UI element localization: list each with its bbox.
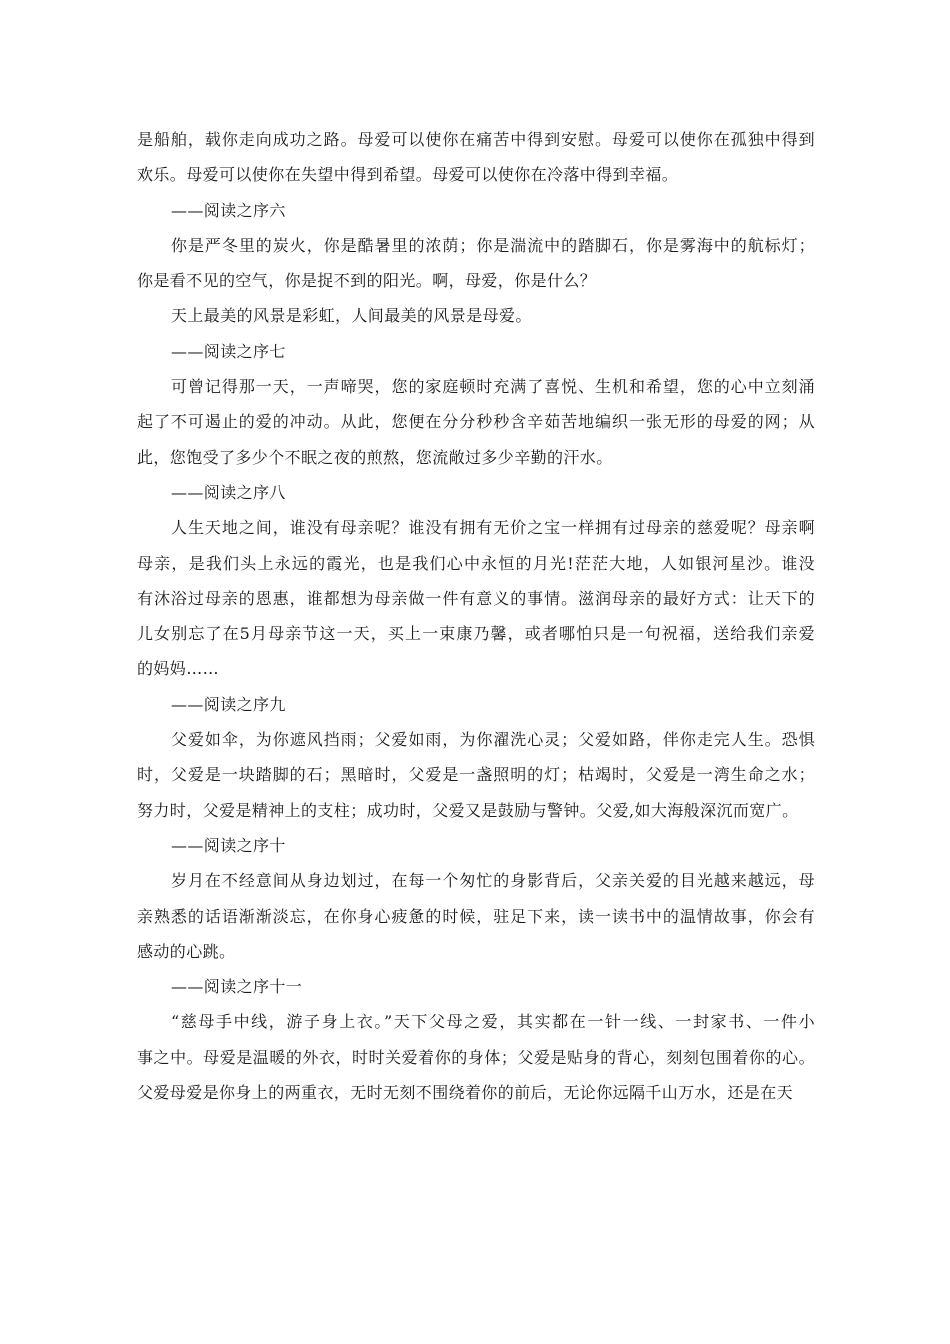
section-heading: ——阅读之序九 [171, 694, 286, 714]
paragraph [137, 122, 815, 193]
text-line: 母亲，是我们头上永远的霞光，也是我们心中永恒的月光!茫茫大地，人如银河星沙。谁没 [137, 553, 815, 573]
text-line: 你是看不见的空气，你是捉不到的阳光。啊，母爱，你是什么？ [137, 271, 597, 291]
paragraph [137, 510, 815, 686]
text-line: 岁月在不经意间从身边划过，在每一个匆忙的身影背后，父亲关爱的目光越来越远，母 [171, 871, 815, 891]
text-line: 有沐浴过母亲的恩惠，谁都想为母亲做一件有意义的事情。滋润母亲的最好方式：让天下的 [137, 588, 815, 608]
paragraph [137, 722, 815, 828]
text-line: 儿女别忘了在5月母亲节这一天，买上一束康乃馨，或者哪怕只是一句祝福，送给我们亲爱 [137, 624, 815, 644]
text-line: 父爱如伞，为你遮风挡雨；父爱如雨，为你濯洗心灵；父爱如路，伴你走完人生。恐惧 [171, 730, 815, 750]
paragraph [137, 298, 815, 333]
text-line: 亲熟悉的话语渐渐淡忘，在你身心疲惫的时候，驻足下来，读一读书中的温情故事，你会有 [137, 906, 815, 926]
section-heading: ——阅读之序六 [171, 200, 286, 220]
text-line: 天上最美的风景是彩虹，人间最美的风景是母爱。 [171, 306, 532, 326]
text-line: 的妈妈…… [137, 659, 220, 679]
text-line: 此，您饱受了多少个不眠之夜的煎熬，您流敞过多少辛勤的汗水。 [137, 447, 613, 467]
text-line: 人生天地之间，谁没有母亲呢？谁没有拥有无价之宝一样拥有过母亲的慈爱呢？母亲啊 [171, 518, 815, 538]
text-line: 努力时，父爱是精神上的支柱；成功时，父爱又是鼓励与警钟。父爱,如大海般深沉而宽广。 [137, 800, 799, 820]
paragraph [137, 228, 815, 299]
text-line: 是船舶，载你走向成功之路。母爱可以使你在痛苦中得到安慰。母爱可以使你在孤独中得到 [137, 130, 815, 149]
paragraph [137, 1004, 815, 1110]
text-line: 欢乐。母爱可以使你在失望中得到希望。母爱可以使你在冷落中得到幸福。 [137, 165, 679, 185]
text-line: 可曾记得那一天，一声啼哭，您的家庭顿时充满了喜悦、生机和希望，您的心中立刻涌 [171, 377, 815, 397]
text-line: 起了不可遏止的爱的冲动。从此，您便在分分秒秒含辛茹苦地编织一张无形的母爱的网；从 [137, 412, 815, 432]
section-heading: ——阅读之序八 [171, 482, 286, 502]
text-line: 事之中。母爱是温暖的外衣，时时关爱着你的身体；父爱是贴身的背心，刻刻包围着你的心。 [137, 1047, 815, 1067]
paragraph [137, 369, 815, 475]
text-line: 时，父爱是一块踏脚的石；黑暗时，父爱是一盏照明的灯；枯竭时，父爱是一湾生命之水； [137, 765, 815, 785]
paragraph [137, 863, 815, 969]
text-line: 感动的心跳。 [137, 941, 236, 961]
text-line: 父爱母爱是你身上的两重衣，无时无刻不围绕着你的前后，无论你远隔千山万水，还是在天 [137, 1083, 794, 1103]
section-heading: ——阅读之序十一 [171, 977, 303, 997]
text-line: 你是严冬里的炭火，你是酷暑里的浓荫；你是湍流中的踏脚石，你是雾海中的航标灯； [171, 235, 815, 255]
section-heading: ——阅读之序十 [171, 835, 286, 855]
text-line: “慈母手中线，游子身上衣。”天下父母之爱，其实都在一针一线、一封家书、一件小 [171, 1012, 815, 1032]
section-heading: ——阅读之序七 [171, 341, 286, 361]
